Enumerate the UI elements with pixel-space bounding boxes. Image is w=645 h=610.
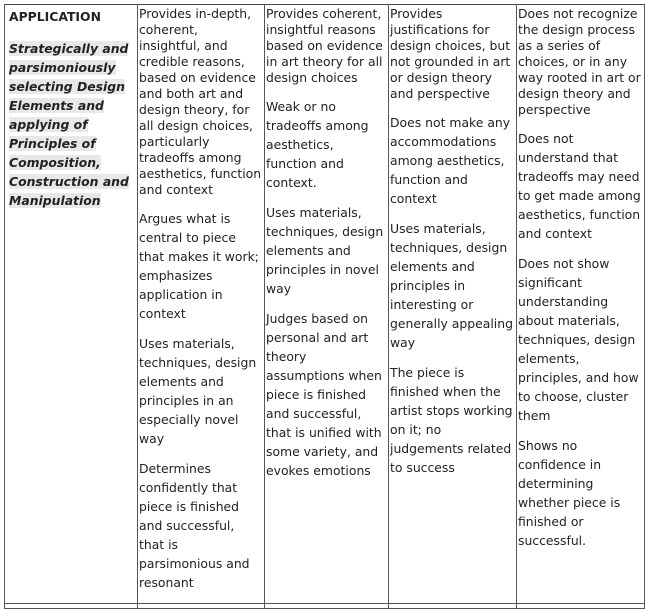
empty-cell [138,604,265,609]
level-cell-proficient [265,5,389,604]
rubric-row-next [5,604,645,609]
criterion-cell [5,5,138,604]
empty-cell [517,604,645,609]
level-text: The piece is finished when the artist stops working on it; no judgements related to success [390,365,513,475]
level-text: Determines confidently that piece is finished and successful, that is parsimonious and resonant [139,461,250,590]
level-text: Provides in-depth, coherent, insightful, and credible reasons, based on evidence and both art and design theory, for all design choices, particularly tradeoffs among aesthetics, function and context [139,6,262,197]
empty-cell [5,604,138,609]
level-cell-developing [389,5,517,604]
level-text: Does not understand that tradeoffs may need to get made among aesthetics, function and context [518,131,641,241]
level-text: Weak or no tradeoffs among aesthetics, function and context. [266,99,369,190]
empty-cell [265,604,389,609]
level-cell-beginning [517,5,645,604]
level-cell-exemplary [138,5,265,604]
level-text: Does not recognize the design process as a series of choices, or in any way rooted in art or design theory and perspective [518,6,641,117]
level-text: Uses materials, techniques, design elements and principles in interesting or generally appealing way [390,221,513,350]
level-text: Provides coherent, insightful reasons based on evidence in art theory for all design choices [266,6,383,85]
criterion-description: Strategically and parsimoniously selecting Design Elements and applying of Principles of Composition, Construction and Manipulation [9,41,129,208]
rubric-table [4,4,645,609]
empty-cell [389,604,517,609]
level-text: Does not make any accommodations among aesthetics, function and context [390,115,511,206]
criterion-title: APPLICATION [9,9,101,24]
level-text: Uses materials, techniques, design elements and principles in novel way [266,205,384,296]
level-text: Does not show significant understanding about materials, techniques, design elements, principles, and how to choose, cluster them [518,256,639,423]
level-text: Provides justifications for design choices, but not grounded in art or design theory and perspective [390,6,511,101]
level-text: Shows no confidence in determining whether piece is finished or successful. [518,438,621,548]
rubric-row-application [5,5,645,604]
level-text: Judges based on personal and art theory assumptions when piece is finished and successful, that is unified with some variety, and evokes emotions [266,311,382,478]
level-text: Uses materials, techniques, design elements and principles in an especially novel way [139,336,257,446]
level-text: Argues what is central to piece that makes it work; emphasizes application in context [139,211,259,321]
